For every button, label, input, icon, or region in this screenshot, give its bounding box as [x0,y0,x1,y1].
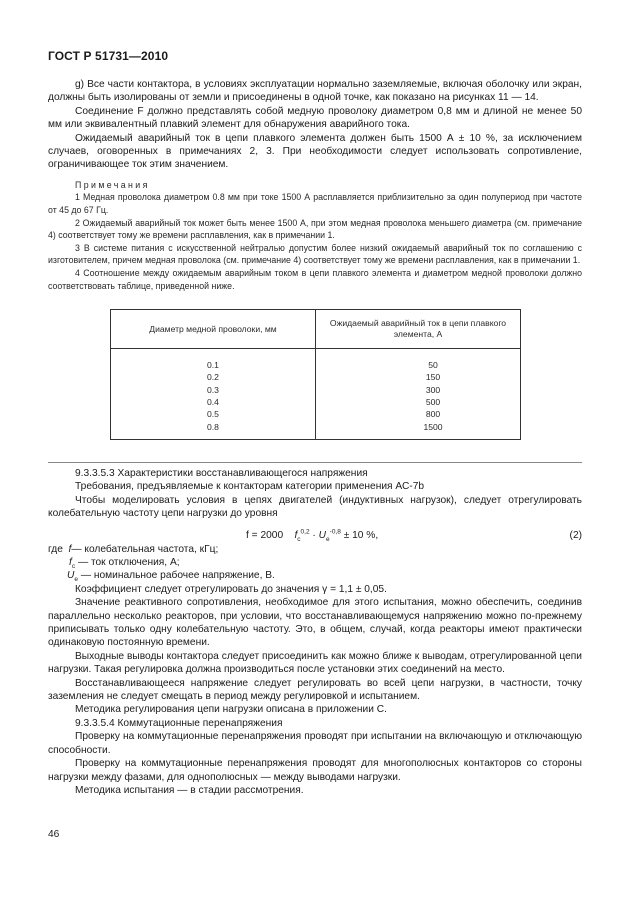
page-content [48,78,582,797]
coefficient-gamma: Коэффициент следует отрегулировать до значения γ = 1,1 ± 0,05. [75,583,387,595]
table-cell-current: 150 [316,371,521,383]
formula-2 [48,527,582,543]
table-cell-current: 300 [316,384,521,396]
table-header-diameter: Диаметр медной проволоки, мм [111,310,316,349]
table-row [111,421,521,440]
paragraph-overvoltage-multipole: Проверку на коммутационные перенапряжения проводят для многополюсных контакторов со стороны нагрузки между фазами, для однополюсных — между выводами нагрузки. [48,758,582,783]
table-row [111,408,521,420]
paragraph-reactors: Значение реактивного сопротивления, необходимое для этого испытания, можно обеспечить, соединив параллельно несколько реакторов, при условии, что восстанавливающемуся напряжению можно по-прежнему приписывать только одну колебательную частоту. Это, в общем, случай, когда реакторы имеют практически одинаковую постоянную времени. [48,597,582,649]
paragraph-fault-current: Ожидаемый аварийный ток в цепи плавкого элемента должен быть 1500 А ± 10 %, за исключением случаев, оговоренных в примечаниях 2, 3. При необходимости следует использовать сопротивление, ограничивающее ток этим значением. [48,132,582,171]
note-3: 3 В системе питания с искусственной нейтралью допустим более низкий ожидаемый аварийный ток по соглашению с изготовителем, причем медная проволока (см. примечание 4) соответствует тому же времени расплавления, как в примечании 1. [48,242,582,266]
table-header-current: Ожидаемый аварийный ток в цепи плавкого элемента, А [316,310,521,349]
table-cell-diameter: 0.1 [111,349,316,372]
section-heading-9-3-3-5-3: 9.3.3.5.3 Характеристики восстанавливающегося напряжения [75,467,368,479]
definition-fc: $f_c$ — ток отключения, А; [69,557,180,571]
table-row [111,384,521,396]
table-cell-diameter: 0.8 [111,421,316,440]
note-2: 2 Ожидаемый аварийный ток может быть менее 1500 А, при этом медная проволока меньшего диаметра (см. примечание 4) соответствует тому же времени расплавления, как в примечании 1. [48,217,582,241]
definition-f: где f— колебательная частота, кГц; [48,543,219,555]
definition-ue: $U_e$ — номинальное рабочее напряжение, В. [67,570,275,584]
notes-block [48,179,582,292]
paragraph-test-method: Методика испытания — в стадии рассмотрения. [75,784,304,796]
paragraph-recovery-voltage: Восстанавливающееся напряжение следует регулировать во всей цепи нагрузки, в частности, точку заземления не следует смещать в период между регулировкой и испытанием. [48,677,582,703]
table-cell-diameter: 0.4 [111,396,316,408]
table-cell-current: 800 [316,408,521,420]
paragraph-connection-f: Соединение F должно представлять собой медную проволоку диаметром 0,8 мм и длиной не менее 50 мм или эквивалентный плавкий элемент для обнаружения аварийного тока. [48,105,582,131]
document-header: ГОСТ Р 51731—2010 [48,49,169,63]
formula-number: (2) [569,529,582,541]
table-cell-current: 1500 [316,421,521,440]
wire-diameter-table [110,309,521,440]
table-cell-diameter: 0.3 [111,384,316,396]
frequency-intro: Чтобы моделировать условия в цепях двигателей (индуктивных нагрузок), следует отрегулировать колебательную частоту цепи нагрузки до уровня [48,494,582,520]
section-divider [48,462,582,463]
section-heading-9-3-3-5-4: 9.3.3.5.4 Коммутационные перенапряжения [75,717,283,729]
notes-title: Примечания [75,179,150,190]
note-4: 4 Соотношение между ожидаемым аварийным током в цепи плавкого элемента и диаметром медной проволоки должно соответствовать таблице, приведенной ниже. [48,268,582,291]
paragraph-appendix-c: Методика регулирования цепи нагрузки описана в приложении С. [75,704,387,716]
paragraph-terminals: Выходные выводы контактора следует присоединить как можно ближе к выводам, отрегулированной цепи нагрузки. Такая регулировка должна производиться после установки этих соединений на место. [48,650,582,676]
table-cell-current: 50 [316,349,521,372]
paragraph-overvoltage-check: Проверку на коммутационные перенапряжения проводят при испытании на включающую и отключающую способности. [48,731,582,756]
table-cell-current: 500 [316,396,521,408]
note-1: 1 Медная проволока диаметром 0.8 мм при токе 1500 А расплавляется приблизительно за один полупериод при частоте от 45 до 67 Гц. [48,192,582,216]
table-cell-diameter: 0.2 [111,371,316,383]
table-cell-diameter: 0.5 [111,408,316,420]
table-row [111,396,521,408]
requirements-ac7b: Требования, предъявляемые к контакторам категории применения АС-7b [75,481,425,493]
formula-definitions [48,543,582,583]
paragraph-g: g) Все части контактора, в условиях эксплуатации нормально заземляемые, включая оболочку или экран, должны быть изолированы от земли и присоединены в одной точке, как показано на рисунках 11 — 14. [48,79,582,104]
table-row [111,371,521,383]
formula-expression: f = 2000 $f_c^{0,2} \cdot U_e^{-0,8} \pm 10$ %, [246,528,379,543]
page-number: 46 [48,829,60,840]
table-row [111,349,521,372]
